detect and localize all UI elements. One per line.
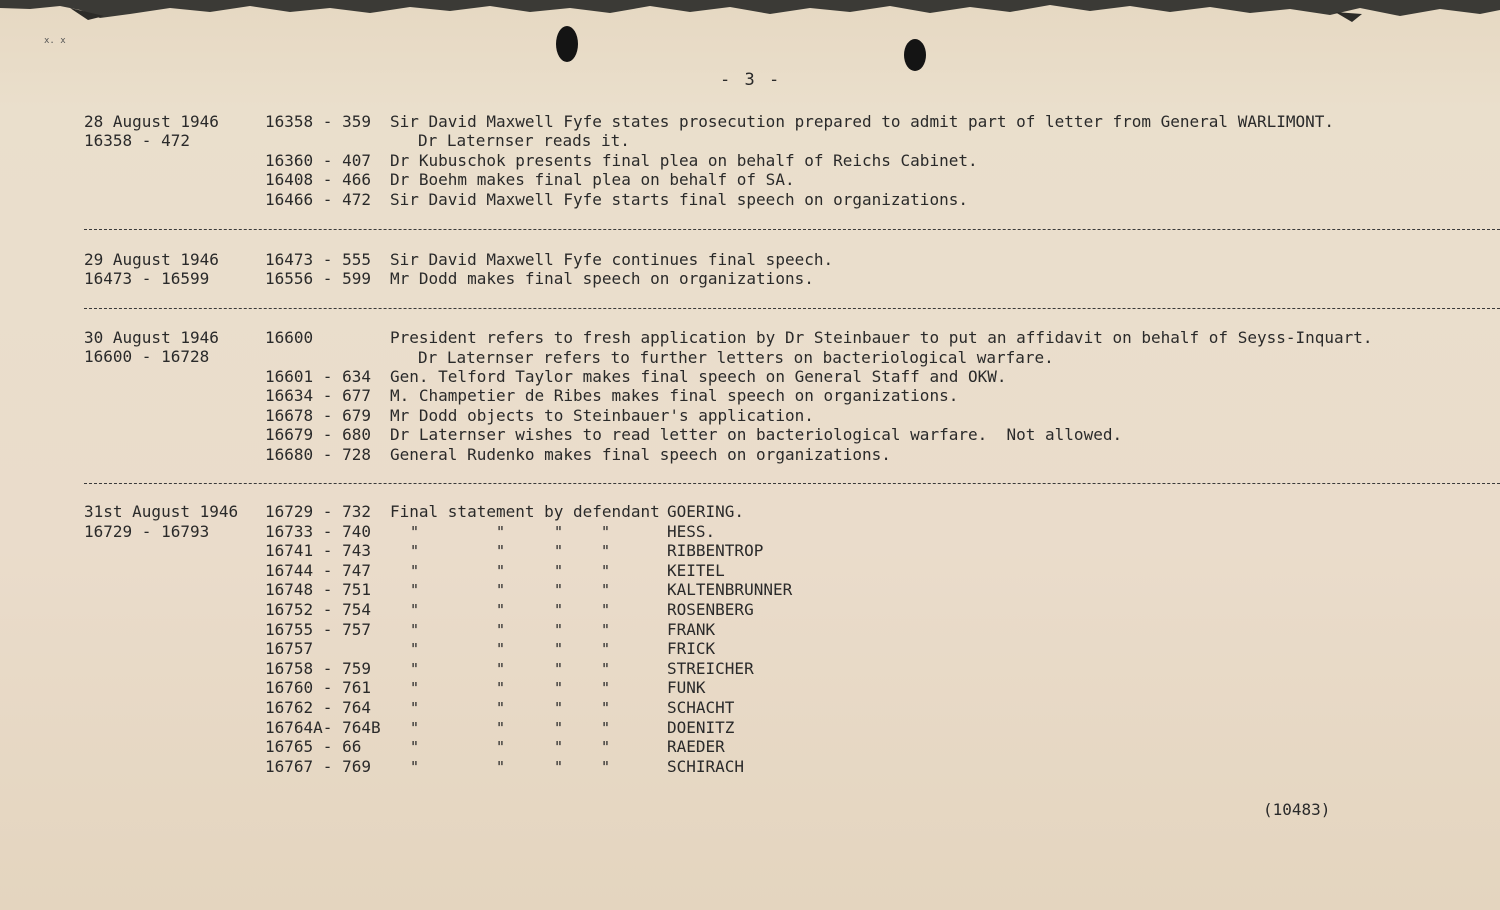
ditto-mark: ": [496, 581, 506, 600]
ditto-mark: ": [496, 601, 506, 619]
line-text: President refers to fresh application by Dr Steinbauer to put an affidavit on behalf of Seyss-Inquart.: [390, 328, 1373, 347]
line-text: Dr Laternser reads it.: [418, 131, 630, 150]
line-ref: 16752 - 754: [265, 600, 371, 619]
defendant-name: KALTENBRUNNER: [667, 580, 793, 600]
line-text: Dr Boehm makes final plea on behalf of SA.: [390, 170, 795, 189]
ditto-mark: ": [496, 718, 506, 737]
ditto-mark: ": [554, 659, 564, 678]
ditto-mark: ": [410, 640, 420, 659]
ditto-mark: ": [554, 679, 564, 698]
entry-range: 16600 - 16728: [84, 347, 210, 366]
divider-line: [84, 308, 1500, 309]
ditto-mark: ": [601, 738, 611, 757]
ditto-mark: ": [410, 718, 420, 737]
ditto-mark: ": [554, 601, 564, 619]
ditto-mark: ": [496, 542, 506, 561]
line-ref: 16765 - 66: [265, 737, 362, 757]
ditto-mark: ": [554, 542, 564, 561]
ditto-mark: ": [601, 561, 611, 580]
entry-date: 28 August 1946: [84, 112, 219, 131]
line-ref: 16729 - 732: [265, 502, 371, 521]
defendant-name: GOERING.: [667, 502, 745, 521]
line-ref: 16733 - 740: [265, 521, 371, 541]
line-ref: 16680 - 728: [265, 445, 371, 464]
line-ref: 16741 - 743: [265, 541, 371, 561]
ditto-mark: ": [554, 718, 564, 737]
ditto-mark: ": [601, 659, 611, 678]
ditto-mark: ": [601, 640, 611, 659]
ditto-mark: ": [554, 738, 564, 757]
punch-hole-right: [900, 36, 930, 74]
torn-top-edge: [0, 0, 1500, 26]
entry-range: 16358 - 472: [84, 131, 190, 150]
ditto-mark: ": [601, 581, 611, 600]
line-ref: 16764A- 764B: [265, 717, 381, 737]
ditto-mark: ": [554, 757, 564, 776]
ditto-mark: ": [554, 699, 564, 717]
line-text: Sir David Maxwell Fyfe starts final speech on organizations.: [390, 190, 968, 209]
divider-line: [84, 483, 1500, 484]
line-ref: 16360 - 407: [265, 151, 371, 170]
ditto-mark: ": [496, 561, 506, 580]
page-number: - 3 -: [720, 70, 782, 90]
line-text: Dr Laternser wishes to read letter on bacteriological warfare. Not allowed.: [390, 425, 1123, 444]
defendant-name: HESS.: [667, 521, 716, 541]
ditto-mark: ": [601, 620, 611, 639]
line-ref: 16473 - 555: [265, 250, 371, 269]
ditto-mark: ": [410, 542, 420, 561]
defendant-name: FUNK: [667, 678, 706, 698]
defendant-name: FRANK: [667, 619, 716, 639]
line-ref: 16767 - 769: [265, 756, 371, 776]
line-text: General Rudenko makes final speech on organizations.: [390, 445, 891, 464]
line-text: Mr Dodd makes final speech on organizations.: [390, 269, 814, 288]
line-text: Dr Laternser refers to further letters on bacteriological warfare.: [418, 348, 1054, 367]
ditto-mark: ": [496, 640, 506, 659]
line-ref: 16762 - 764: [265, 698, 371, 717]
footer-number: (10483): [1263, 800, 1331, 819]
ditto-mark: ": [601, 542, 611, 561]
defendant-name: ROSENBERG: [667, 600, 754, 619]
defendant-name: SCHACHT: [667, 698, 735, 717]
statement-label: Final statement by defendant: [390, 502, 660, 521]
line-ref: 16556 - 599: [265, 269, 371, 288]
ditto-mark: ": [496, 738, 506, 757]
line-text: Dr Kubuschok presents final plea on behalf of Reichs Cabinet.: [390, 151, 978, 170]
line-ref: 16678 - 679: [265, 406, 371, 425]
line-ref: 16466 - 472: [265, 190, 371, 209]
line-ref: 16634 - 677: [265, 386, 371, 405]
line-text: Sir David Maxwell Fyfe states prosecution prepared to admit part of letter from General WARLIMONT.: [390, 112, 1335, 131]
ditto-mark: ": [601, 757, 611, 776]
ditto-mark: ": [410, 581, 420, 600]
punch-hole-left: [552, 20, 582, 66]
line-ref: 16760 - 761: [265, 678, 371, 698]
corner-mark: x. x: [44, 36, 66, 46]
ditto-mark: ": [410, 522, 420, 541]
entry-date: 29 August 1946: [84, 250, 219, 269]
line-ref: 16757: [265, 639, 314, 659]
line-ref: 16601 - 634: [265, 367, 371, 386]
line-ref: 16755 - 757: [265, 619, 371, 639]
defendant-name: RIBBENTROP: [667, 541, 764, 561]
defendant-name: DOENITZ: [667, 717, 735, 737]
ditto-mark: ": [410, 561, 420, 580]
defendant-name: FRICK: [667, 639, 716, 659]
ditto-mark: ": [496, 659, 506, 678]
ditto-mark: ": [496, 620, 506, 639]
line-ref: 16679 - 680: [265, 425, 371, 444]
line-text: Gen. Telford Taylor makes final speech on General Staff and OKW.: [390, 367, 1007, 386]
line-text: Mr Dodd objects to Steinbauer's application.: [390, 406, 814, 425]
ditto-mark: ": [410, 601, 420, 619]
line-ref: 16600: [265, 328, 314, 347]
ditto-mark: ": [410, 699, 420, 717]
ditto-mark: ": [601, 718, 611, 737]
line-ref: 16408 - 466: [265, 170, 371, 189]
defendant-name: STREICHER: [667, 658, 754, 678]
line-ref: 16758 - 759: [265, 658, 371, 678]
ditto-mark: ": [410, 620, 420, 639]
ditto-mark: ": [601, 699, 611, 717]
ditto-mark: ": [601, 679, 611, 698]
ditto-mark: ": [554, 581, 564, 600]
ditto-mark: ": [601, 522, 611, 541]
line-ref: 16744 - 747: [265, 560, 371, 580]
defendant-name: SCHIRACH: [667, 756, 745, 776]
divider-line: [84, 229, 1500, 230]
ditto-mark: ": [496, 699, 506, 717]
defendant-name: KEITEL: [667, 560, 725, 580]
ditto-mark: ": [410, 679, 420, 698]
defendant-name: RAEDER: [667, 737, 725, 757]
ditto-mark: ": [496, 679, 506, 698]
ditto-mark: ": [554, 640, 564, 659]
ditto-mark: ": [410, 659, 420, 678]
entry-date: 31st August 1946: [84, 502, 239, 521]
ditto-mark: ": [496, 757, 506, 776]
line-text: Sir David Maxwell Fyfe continues final speech.: [390, 250, 834, 269]
line-ref: 16358 - 359: [265, 112, 371, 131]
ditto-mark: ": [601, 601, 611, 619]
ditto-mark: ": [410, 738, 420, 757]
ditto-mark: ": [496, 522, 506, 541]
line-text: M. Champetier de Ribes makes final speech on organizations.: [390, 386, 959, 405]
ditto-mark: ": [554, 620, 564, 639]
ditto-mark: ": [554, 522, 564, 541]
entry-range: 16473 - 16599: [84, 269, 210, 288]
ditto-mark: ": [410, 757, 420, 776]
entry-range: 16729 - 16793: [84, 522, 210, 541]
line-ref: 16748 - 751: [265, 580, 371, 600]
ditto-mark: ": [554, 561, 564, 580]
entry-date: 30 August 1946: [84, 328, 219, 347]
